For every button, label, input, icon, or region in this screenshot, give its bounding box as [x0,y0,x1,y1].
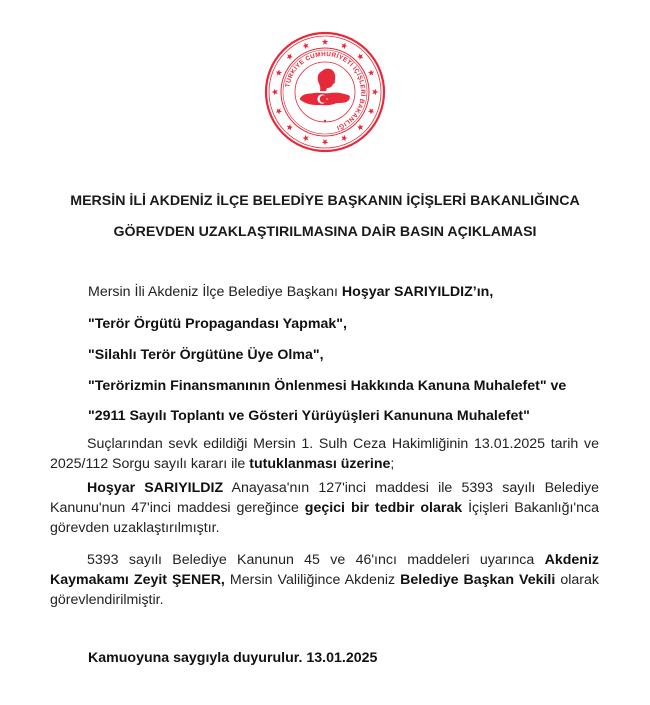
press-release-title-line2: GÖREVDEN UZAKLAŞTIRILMASINA DAİR BASIN AÇIKLAMASI [113,224,537,240]
arrest-emphasis: tutuklanması üzerine [249,456,391,472]
seal-star-icon [368,69,374,75]
intro-line [88,284,493,300]
paragraph-text: Suçlarından sevk edildiği Mersin 1. Sulh Ceza Hakimliğinin 13.01.2025 tarih ve 2025/112 Sorgu sayılı kararı ile [50,436,599,472]
seal-star-icon [272,89,278,95]
charge-item: "2911 Sayılı Toplantı ve Gösteri Yürüyüşleri Kanununa Muhalefet" [88,408,530,424]
charge-item: "Terörizmin Finansmanının Önlenmesi Hakkında Kanuna Muhalefet" ve [88,378,567,394]
seal-star-icon [302,43,308,49]
seal-star-icon [302,135,308,141]
paragraph-text: 5393 sayılı Belediye Kanunun 45 ve 46'ıncı maddeleri uyarınca [87,552,545,568]
seal-star-icon [372,89,378,95]
seal-star-icon [322,39,328,45]
paragraph-end: ; [390,456,395,472]
intro-prefix: Mersin İli Akdeniz İlçe Belediye Başkanı [88,284,342,300]
seal-star-icon [287,124,293,130]
mayor-name: Hoşyar SARIYILDIZ [87,480,224,496]
paragraph-suspension [50,478,599,538]
seal-star-icon [368,108,374,114]
seal-star-icon [357,54,363,60]
seal-star-icon [287,54,293,60]
paragraph-text: olarak görevlendirilmiştir. [50,572,599,608]
press-release-title-line1: MERSİN İLİ AKDENİZ İLÇE BELEDİYE BAŞKANIN İÇİŞLERİ BAKANLIĞINCA [70,193,580,209]
charge-item: "Silahlı Terör Örgütüne Üye Olma", [88,347,324,363]
seal-star-icon [276,69,282,75]
seal-star-icon [341,43,347,49]
mayor-name: Hoşyar SARIYILDIZ’ın, [341,284,494,300]
seal-star-icon [322,139,328,145]
closing-statement: Kamuoyuna saygıyla duyurulur. 13.01.2025 [88,650,378,666]
ministry-seal-logo [264,31,386,153]
appointee-name: Akdeniz Kaymakamı Zeyit ŞENER, [50,552,599,588]
paragraph-arrest [50,434,599,474]
seal-star-icon [276,108,282,114]
paragraph-appointment [50,550,599,610]
svg-text:TÜRKİYE CUMHURİYETİ İÇİŞLERİ B: TÜRKİYE CUMHURİYETİ İÇİŞLERİ BAKANLIĞI [284,50,367,131]
charge-item: "Terör Örgütü Propagandası Yapmak", [88,316,347,332]
paragraph-text: Mersin Valiliğince Akdeniz [224,572,401,588]
seal-star-icon [341,135,347,141]
temporary-measure-emphasis: geçici bir tedbir olarak [304,500,463,516]
seal-emblem-icon [264,31,386,153]
paragraph-text: Anayasa'nın 127'inci maddesi ile 5393 sayılı Belediye Kanunu'nun 47'inci maddesi gereğince [50,480,599,516]
paragraph-text: İçişleri Bakanlığı'nca görevden uzaklaştırılmıştır. [50,500,599,536]
acting-mayor-emphasis: Belediye Başkan Vekili [400,572,556,588]
seal-star-icon [357,124,363,130]
